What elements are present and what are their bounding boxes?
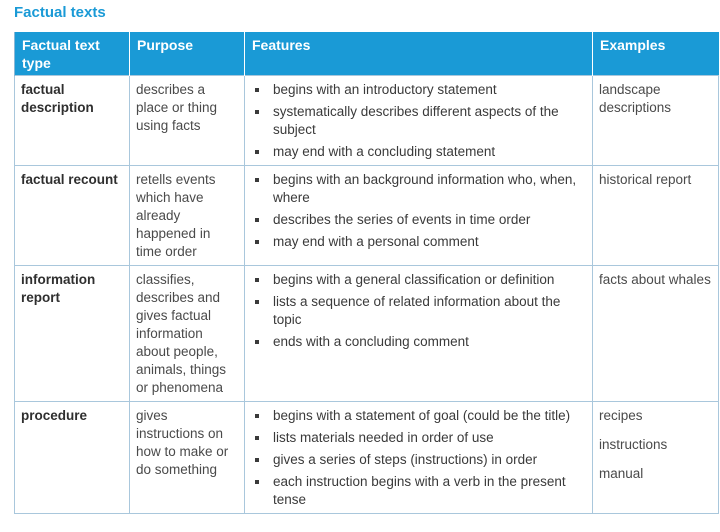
feature-item: ends with a concluding comment bbox=[251, 333, 586, 351]
example-item: instructions bbox=[599, 437, 668, 452]
header-purpose: Purpose bbox=[130, 32, 245, 76]
cell-examples bbox=[593, 266, 719, 402]
feature-item: begins with an background information who, when, where bbox=[251, 171, 586, 207]
feature-item: may end with a personal comment bbox=[251, 233, 586, 251]
table-row bbox=[15, 266, 719, 402]
cell-examples bbox=[593, 166, 719, 266]
table-row bbox=[15, 166, 719, 266]
cell-features bbox=[245, 76, 593, 166]
feature-item: begins with a general classification or definition bbox=[251, 271, 586, 289]
features-list bbox=[251, 407, 586, 509]
cell-purpose: describes a place or thing using facts bbox=[130, 76, 245, 166]
table-body bbox=[15, 76, 719, 514]
feature-item: describes the series of events in time order bbox=[251, 211, 586, 229]
feature-item: each instruction begins with a verb in the present tense bbox=[251, 473, 586, 509]
feature-item: lists materials needed in order of use bbox=[251, 429, 586, 447]
example-item: historical report bbox=[599, 172, 692, 187]
cell-features bbox=[245, 266, 593, 402]
example-item: recipes bbox=[599, 408, 643, 423]
feature-item: begins with an introductory statement bbox=[251, 81, 586, 99]
feature-item: gives a series of steps (instructions) in order bbox=[251, 451, 586, 469]
feature-item: begins with a statement of goal (could be the title) bbox=[251, 407, 586, 425]
header-type: Factual text type bbox=[15, 32, 130, 76]
cell-type: information report bbox=[15, 266, 130, 402]
cell-type: procedure bbox=[15, 402, 130, 514]
header-examples: Examples bbox=[593, 32, 719, 76]
cell-features bbox=[245, 402, 593, 514]
feature-item: systematically describes different aspects of the subject bbox=[251, 103, 586, 139]
example-item: landscape descriptions bbox=[599, 82, 672, 115]
table-row bbox=[15, 402, 719, 514]
table-row bbox=[15, 76, 719, 166]
cell-purpose: gives instructions on how to make or do something bbox=[130, 402, 245, 514]
cell-examples bbox=[593, 76, 719, 166]
cell-purpose: classifies, describes and gives factual information about people, animals, things or phenomena bbox=[130, 266, 245, 402]
header-features: Features bbox=[245, 32, 593, 76]
features-list bbox=[251, 81, 586, 161]
factual-texts-table bbox=[14, 32, 719, 514]
feature-item: may end with a concluding statement bbox=[251, 143, 586, 161]
header-row bbox=[15, 32, 719, 76]
features-list bbox=[251, 271, 586, 351]
feature-item: lists a sequence of related information about the topic bbox=[251, 293, 586, 329]
example-item: manual bbox=[599, 466, 644, 481]
cell-type: factual description bbox=[15, 76, 130, 166]
cell-purpose: retells events which have already happened in time order bbox=[130, 166, 245, 266]
page-title: Factual texts bbox=[14, 4, 106, 21]
cell-examples bbox=[593, 402, 719, 514]
cell-type: factual recount bbox=[15, 166, 130, 266]
example-item: facts about whales bbox=[599, 272, 711, 287]
cell-features bbox=[245, 166, 593, 266]
features-list bbox=[251, 171, 586, 251]
